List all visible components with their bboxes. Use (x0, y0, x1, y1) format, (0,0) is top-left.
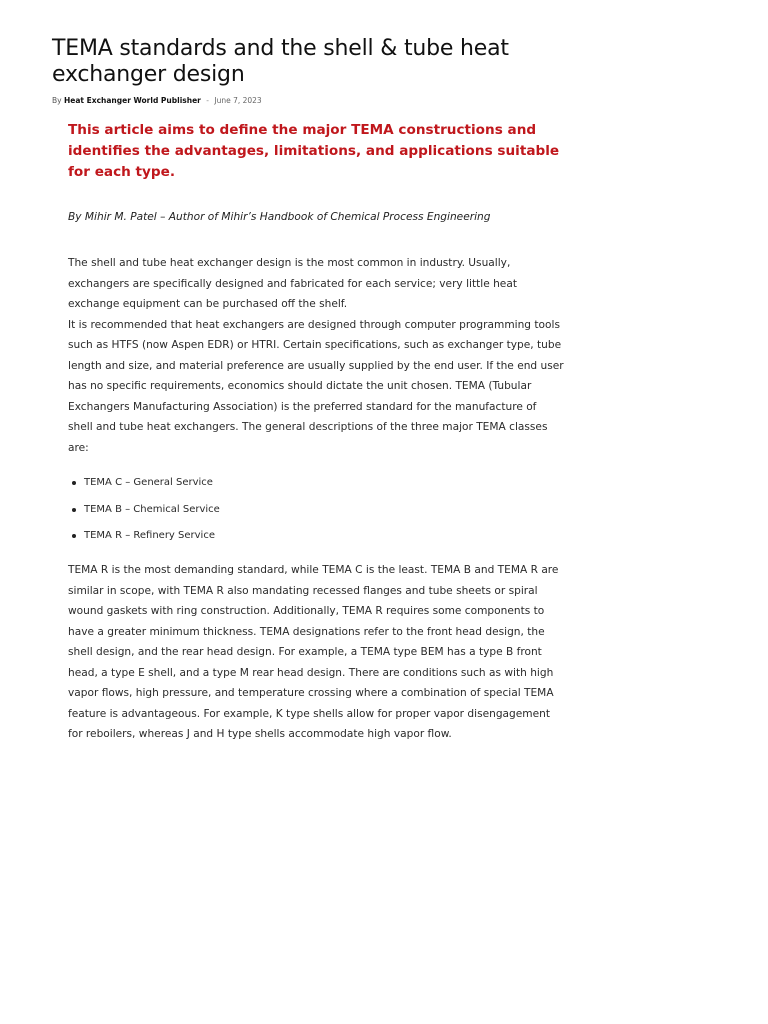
article-meta (52, 95, 262, 107)
meta-separator: - (206, 96, 209, 105)
paragraph: TEMA R is the most demanding standard, while TEMA C is the least. TEMA B and TEMA R are similar in scope, with TEMA R also mandating recessed flanges and tube sheets or spiral wound gaskets with ring construction. Additionally, TEMA R requires some components to have a greater minimum thickness. TEMA designations refer to the front head design, the shell design, and the rear head design. For example, a TEMA type BEM has a type B front head, a type E shell, and a type M rear head design. There are conditions such as with high vapor flows, high pressure, and temperature crossing where a combination of special TEMA feature is advantageous. For example, K type shells allow for proper vapor disengagement for reboilers, whereas J and H type shells accommodate high vapor flow. (68, 564, 559, 740)
article-byline: By Mihir M. Patel – Author of Mihir’s Handbook of Chemical Process Engineering (68, 211, 491, 223)
publish-date: June 7, 2023 (214, 96, 262, 105)
paragraph: It is recommended that heat exchangers are designed through computer programming tools such as HTFS (now Aspen EDR) or HTRI. Certain specifications, such as exchanger type, tube length and size, and material preference are usually supplied by the end user. If the end user has no specific requirements, economics should dictate the unit chosen. TEMA (Tubular Exchangers Manufacturing Association) is the preferred standard for the manufacture of shell and tube heat exchangers. The general descriptions of the three major TEMA classes are: (68, 318, 564, 454)
article-lead: This article aims to define the major TEMA constructions and identifies the advantages, limitations, and applications suitable for each type. (68, 122, 560, 180)
list-item: TEMA C – General Service (84, 476, 564, 490)
meta-by-label: By (52, 96, 62, 105)
author-link[interactable]: Heat Exchanger World Publisher (63, 96, 201, 105)
list-item: TEMA B – Chemical Service (84, 503, 564, 517)
paragraph: The shell and tube heat exchanger design is the most common in industry. Usually, exchangers are specifically designed and fabricated for each service; very little heat exchange equipment can be purchased off the shelf. (68, 257, 517, 310)
article-body (68, 120, 564, 745)
tema-classes-list (68, 476, 564, 543)
article-title: TEMA standards and the shell & tube heat exchanger design (52, 36, 509, 87)
list-item: TEMA R – Refinery Service (84, 529, 564, 543)
